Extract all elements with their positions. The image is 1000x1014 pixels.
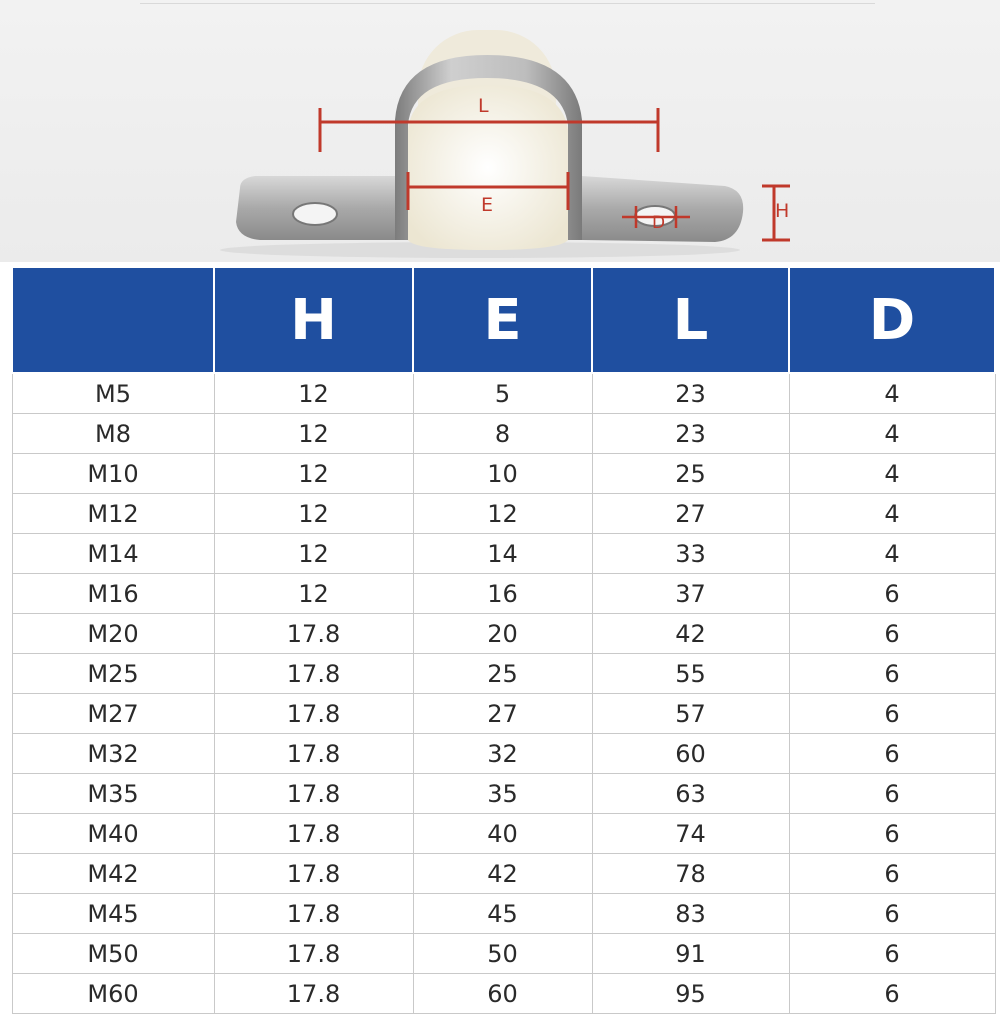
cell-H: 17.8 [214, 774, 413, 814]
cell-E: 12 [413, 494, 592, 534]
cell-E: 35 [413, 774, 592, 814]
cell-H: 17.8 [214, 894, 413, 934]
table-row [12, 734, 995, 774]
table-row [12, 614, 995, 654]
cell-size: M10 [12, 454, 214, 494]
table-row [12, 814, 995, 854]
header-D: D [789, 267, 995, 373]
cell-D: 4 [789, 414, 995, 454]
cell-L: 27 [592, 494, 789, 534]
cell-size: M14 [12, 534, 214, 574]
table-row [12, 934, 995, 974]
cell-E: 60 [413, 974, 592, 1014]
left-hole [293, 203, 337, 225]
cell-L: 42 [592, 614, 789, 654]
table-row [12, 894, 995, 934]
label-H: H [775, 200, 790, 222]
cell-D: 6 [789, 974, 995, 1014]
cell-E: 5 [413, 373, 592, 414]
header-row [12, 267, 995, 373]
table-row [12, 974, 995, 1014]
cell-H: 17.8 [214, 614, 413, 654]
cell-D: 6 [789, 854, 995, 894]
cell-H: 17.8 [214, 974, 413, 1014]
cell-E: 40 [413, 814, 592, 854]
cell-E: 8 [413, 414, 592, 454]
cell-E: 20 [413, 614, 592, 654]
cell-L: 33 [592, 534, 789, 574]
cell-H: 17.8 [214, 734, 413, 774]
cell-L: 60 [592, 734, 789, 774]
cell-H: 12 [214, 534, 413, 574]
cell-L: 63 [592, 774, 789, 814]
cell-size: M35 [12, 774, 214, 814]
header-E: E [413, 267, 592, 373]
cell-L: 37 [592, 574, 789, 614]
cell-L: 78 [592, 854, 789, 894]
cell-size: M25 [12, 654, 214, 694]
cell-E: 14 [413, 534, 592, 574]
header-H: H [214, 267, 413, 373]
cell-D: 6 [789, 734, 995, 774]
cell-size: M32 [12, 734, 214, 774]
cell-H: 12 [214, 414, 413, 454]
cell-size: M16 [12, 574, 214, 614]
spec-table [11, 266, 996, 1014]
cell-size: M60 [12, 974, 214, 1014]
cell-size: M27 [12, 694, 214, 734]
cell-H: 17.8 [214, 694, 413, 734]
cell-L: 25 [592, 454, 789, 494]
cell-H: 17.8 [214, 654, 413, 694]
cell-L: 91 [592, 934, 789, 974]
table-row [12, 854, 995, 894]
cell-L: 55 [592, 654, 789, 694]
cell-L: 95 [592, 974, 789, 1014]
cell-size: M20 [12, 614, 214, 654]
pipe-clamp-illustration [0, 0, 1000, 262]
table-row [12, 454, 995, 494]
cell-H: 12 [214, 494, 413, 534]
table-row [12, 534, 995, 574]
cell-H: 12 [214, 373, 413, 414]
table-row [12, 414, 995, 454]
cell-D: 6 [789, 894, 995, 934]
header-L: L [592, 267, 789, 373]
cell-size: M50 [12, 934, 214, 974]
cell-D: 4 [789, 534, 995, 574]
cell-size: M40 [12, 814, 214, 854]
cell-H: 17.8 [214, 934, 413, 974]
cell-D: 4 [789, 373, 995, 414]
cell-E: 42 [413, 854, 592, 894]
cell-H: 17.8 [214, 854, 413, 894]
header-size [12, 267, 214, 373]
cell-D: 4 [789, 494, 995, 534]
table-row [12, 774, 995, 814]
label-D: D [652, 213, 666, 233]
cell-D: 6 [789, 614, 995, 654]
cell-D: 6 [789, 574, 995, 614]
cell-D: 6 [789, 654, 995, 694]
cell-D: 6 [789, 814, 995, 854]
cell-L: 23 [592, 414, 789, 454]
cell-D: 6 [789, 774, 995, 814]
table-row [12, 373, 995, 414]
cell-E: 27 [413, 694, 592, 734]
cell-size: M42 [12, 854, 214, 894]
cell-E: 16 [413, 574, 592, 614]
cell-size: M12 [12, 494, 214, 534]
cell-E: 25 [413, 654, 592, 694]
cell-size: M45 [12, 894, 214, 934]
cell-E: 32 [413, 734, 592, 774]
label-L: L [478, 95, 489, 117]
label-E: E [481, 194, 494, 216]
cell-H: 12 [214, 454, 413, 494]
cell-H: 17.8 [214, 814, 413, 854]
table-row [12, 574, 995, 614]
cell-L: 83 [592, 894, 789, 934]
cell-L: 23 [592, 373, 789, 414]
table-row [12, 654, 995, 694]
cell-size: M8 [12, 414, 214, 454]
cell-D: 4 [789, 454, 995, 494]
cell-E: 50 [413, 934, 592, 974]
product-photo [0, 0, 1000, 262]
cell-H: 12 [214, 574, 413, 614]
table-row [12, 494, 995, 534]
table-row [12, 694, 995, 734]
cell-D: 6 [789, 934, 995, 974]
cell-L: 57 [592, 694, 789, 734]
cell-D: 6 [789, 694, 995, 734]
cell-size: M5 [12, 373, 214, 414]
cell-L: 74 [592, 814, 789, 854]
cell-E: 10 [413, 454, 592, 494]
table-body [12, 373, 995, 1014]
cell-E: 45 [413, 894, 592, 934]
